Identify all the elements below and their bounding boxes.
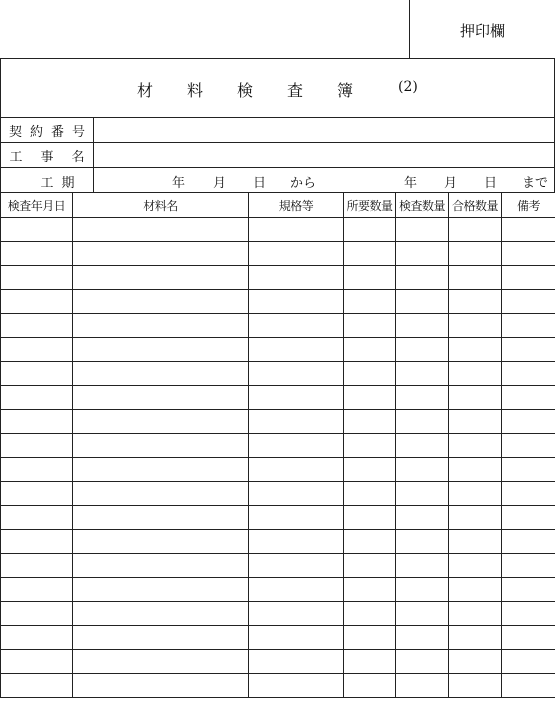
table-cell[interactable] xyxy=(73,434,249,458)
table-cell[interactable] xyxy=(1,482,73,506)
table-cell[interactable] xyxy=(449,386,502,410)
table-cell[interactable] xyxy=(73,626,249,650)
label-char: 工 xyxy=(9,149,23,165)
table-body xyxy=(1,218,555,698)
title-box xyxy=(0,58,555,117)
table-cell[interactable] xyxy=(502,482,555,506)
table-cell[interactable] xyxy=(249,626,344,650)
table-cell[interactable] xyxy=(344,506,396,530)
table-cell[interactable] xyxy=(344,674,396,698)
col-material-name: 材料名 xyxy=(73,193,249,218)
table-cell[interactable] xyxy=(396,410,449,434)
table-cell[interactable] xyxy=(73,530,249,554)
period-to-suffix: まで xyxy=(522,176,549,191)
table-cell[interactable] xyxy=(73,554,249,578)
table-cell[interactable] xyxy=(396,434,449,458)
project-name-label xyxy=(1,143,94,167)
table-cell[interactable] xyxy=(502,290,555,314)
table-cell[interactable] xyxy=(344,602,396,626)
table-cell[interactable] xyxy=(449,266,502,290)
table-cell[interactable] xyxy=(502,410,555,434)
table-row xyxy=(1,314,555,338)
table-cell[interactable] xyxy=(1,458,73,482)
table-cell[interactable] xyxy=(396,314,449,338)
table-cell[interactable] xyxy=(1,434,73,458)
table-cell[interactable] xyxy=(344,338,396,362)
seal-label: 押印欄 xyxy=(459,22,505,40)
table-cell[interactable] xyxy=(396,482,449,506)
table-cell[interactable] xyxy=(1,506,73,530)
table-cell[interactable] xyxy=(449,434,502,458)
table-cell[interactable] xyxy=(1,338,73,362)
table-cell[interactable] xyxy=(1,218,73,242)
table-row xyxy=(1,386,555,410)
col-inspection-date: 検査年月日 xyxy=(1,193,73,218)
table-cell[interactable] xyxy=(73,602,249,626)
table-cell[interactable] xyxy=(502,386,555,410)
table-cell[interactable] xyxy=(396,674,449,698)
col-remarks: 備考 xyxy=(502,193,555,218)
table-cell[interactable] xyxy=(1,290,73,314)
table-row xyxy=(1,578,555,602)
table-cell[interactable] xyxy=(249,362,344,386)
title-char: 検 xyxy=(237,81,254,100)
table-cell[interactable] xyxy=(344,290,396,314)
table-cell[interactable] xyxy=(249,386,344,410)
table-cell[interactable] xyxy=(502,602,555,626)
table-row xyxy=(1,434,555,458)
table-cell[interactable] xyxy=(449,362,502,386)
table-header-row xyxy=(1,193,555,218)
project-name-field[interactable] xyxy=(94,143,554,167)
table-cell[interactable] xyxy=(344,434,396,458)
table-cell[interactable] xyxy=(73,578,249,602)
table-cell[interactable] xyxy=(1,362,73,386)
table-cell[interactable] xyxy=(396,266,449,290)
title-char: 査 xyxy=(287,81,304,100)
table-cell[interactable] xyxy=(249,338,344,362)
table-cell[interactable] xyxy=(249,410,344,434)
table-cell[interactable] xyxy=(1,578,73,602)
contract-number-row xyxy=(0,117,555,142)
table-cell[interactable] xyxy=(396,218,449,242)
contract-number-field[interactable] xyxy=(94,118,554,142)
table-cell[interactable] xyxy=(502,434,555,458)
table-cell[interactable] xyxy=(73,218,249,242)
table-cell[interactable] xyxy=(1,410,73,434)
table-cell[interactable] xyxy=(449,602,502,626)
table-row xyxy=(1,482,555,506)
table-cell[interactable] xyxy=(1,650,73,674)
table-cell[interactable] xyxy=(73,362,249,386)
label-char: 号 xyxy=(72,124,86,140)
table-cell[interactable] xyxy=(502,554,555,578)
table-row xyxy=(1,554,555,578)
period-from-suffix: から xyxy=(290,176,317,191)
table-cell[interactable] xyxy=(249,458,344,482)
table-cell[interactable] xyxy=(73,314,249,338)
table-cell[interactable] xyxy=(449,218,502,242)
table-cell[interactable] xyxy=(249,314,344,338)
table-row xyxy=(1,530,555,554)
title-char: 材 xyxy=(137,81,154,100)
table-cell[interactable] xyxy=(249,218,344,242)
table-row xyxy=(1,506,555,530)
period-label xyxy=(1,168,94,192)
table-cell[interactable] xyxy=(344,218,396,242)
table-cell[interactable] xyxy=(344,458,396,482)
table-cell[interactable] xyxy=(396,242,449,266)
table-cell[interactable] xyxy=(396,530,449,554)
label-char: 契 xyxy=(8,124,22,140)
table-cell[interactable] xyxy=(73,674,249,698)
table-cell[interactable] xyxy=(449,410,502,434)
table-cell[interactable] xyxy=(249,530,344,554)
table-cell[interactable] xyxy=(449,530,502,554)
table-cell[interactable] xyxy=(449,482,502,506)
table-cell[interactable] xyxy=(502,338,555,362)
project-name-row xyxy=(0,142,555,167)
col-required-qty: 所要数量 xyxy=(344,193,396,218)
period-to-day: 日 xyxy=(484,176,498,191)
table-cell[interactable] xyxy=(396,650,449,674)
table-cell[interactable] xyxy=(249,554,344,578)
period-from-year: 年 xyxy=(172,176,186,191)
table-cell[interactable] xyxy=(502,242,555,266)
table-cell[interactable] xyxy=(396,578,449,602)
col-specification: 規格等 xyxy=(249,193,344,218)
table-cell[interactable] xyxy=(344,626,396,650)
table-cell[interactable] xyxy=(73,458,249,482)
table-cell[interactable] xyxy=(396,386,449,410)
table-cell[interactable] xyxy=(73,266,249,290)
table-cell[interactable] xyxy=(449,554,502,578)
table-cell[interactable] xyxy=(502,362,555,386)
table-row xyxy=(1,602,555,626)
table-cell[interactable] xyxy=(344,578,396,602)
table-cell[interactable] xyxy=(1,314,73,338)
table-cell[interactable] xyxy=(73,482,249,506)
table-cell[interactable] xyxy=(449,578,502,602)
table-cell[interactable] xyxy=(502,626,555,650)
table-cell[interactable] xyxy=(73,338,249,362)
table-row xyxy=(1,458,555,482)
table-cell[interactable] xyxy=(73,242,249,266)
table-cell[interactable] xyxy=(502,458,555,482)
table-cell[interactable] xyxy=(396,554,449,578)
page-title xyxy=(137,78,387,101)
table-cell[interactable] xyxy=(449,290,502,314)
table-cell[interactable] xyxy=(449,314,502,338)
table-cell[interactable] xyxy=(396,602,449,626)
table-cell[interactable] xyxy=(1,674,73,698)
table-cell[interactable] xyxy=(249,266,344,290)
title-number: (2) xyxy=(398,79,418,95)
label-char: 事 xyxy=(40,149,54,165)
table-cell[interactable] xyxy=(502,314,555,338)
table-cell[interactable] xyxy=(449,626,502,650)
table-cell[interactable] xyxy=(249,506,344,530)
table-cell[interactable] xyxy=(249,290,344,314)
table-cell[interactable] xyxy=(344,362,396,386)
table-row xyxy=(1,338,555,362)
table-cell[interactable] xyxy=(502,530,555,554)
label-char: 工 xyxy=(40,176,54,191)
table-cell[interactable] xyxy=(502,218,555,242)
table-cell[interactable] xyxy=(1,266,73,290)
table-row xyxy=(1,362,555,386)
table-row xyxy=(1,290,555,314)
period-from-day: 日 xyxy=(253,176,267,191)
table-cell[interactable] xyxy=(502,674,555,698)
table-row xyxy=(1,218,555,242)
table-row xyxy=(1,674,555,698)
table-cell[interactable] xyxy=(396,458,449,482)
table-cell[interactable] xyxy=(249,578,344,602)
table-cell[interactable] xyxy=(396,338,449,362)
table-cell[interactable] xyxy=(249,434,344,458)
table-cell[interactable] xyxy=(1,626,73,650)
table-row xyxy=(1,650,555,674)
table-cell[interactable] xyxy=(344,554,396,578)
col-inspected-qty: 検査数量 xyxy=(396,193,449,218)
table-cell[interactable] xyxy=(449,650,502,674)
table-cell[interactable] xyxy=(344,386,396,410)
table-row xyxy=(1,266,555,290)
table-cell[interactable] xyxy=(249,482,344,506)
contract-number-label xyxy=(1,118,94,142)
table-cell[interactable] xyxy=(73,410,249,434)
period-row xyxy=(0,167,555,192)
period-from-month: 月 xyxy=(213,176,227,191)
seal-box[interactable] xyxy=(409,0,555,59)
table-cell[interactable] xyxy=(449,458,502,482)
table-cell[interactable] xyxy=(344,650,396,674)
table-cell[interactable] xyxy=(249,602,344,626)
table-cell[interactable] xyxy=(249,674,344,698)
table-cell[interactable] xyxy=(396,626,449,650)
col-accepted-qty: 合格数量 xyxy=(449,193,502,218)
period-to-month: 月 xyxy=(444,176,458,191)
table-cell[interactable] xyxy=(73,290,249,314)
table-row xyxy=(1,242,555,266)
table-cell[interactable] xyxy=(396,362,449,386)
table-cell[interactable] xyxy=(73,386,249,410)
table-cell[interactable] xyxy=(502,650,555,674)
table-cell[interactable] xyxy=(396,290,449,314)
table-cell[interactable] xyxy=(249,242,344,266)
table-row xyxy=(1,626,555,650)
table-cell[interactable] xyxy=(73,506,249,530)
table-cell[interactable] xyxy=(344,266,396,290)
table-cell[interactable] xyxy=(73,650,249,674)
table-cell[interactable] xyxy=(1,602,73,626)
label-char: 番 xyxy=(51,124,65,140)
table-cell[interactable] xyxy=(449,242,502,266)
inspection-table xyxy=(0,192,555,698)
table-cell[interactable] xyxy=(1,242,73,266)
table-cell[interactable] xyxy=(344,482,396,506)
table-cell[interactable] xyxy=(1,530,73,554)
table-cell[interactable] xyxy=(396,506,449,530)
table-cell[interactable] xyxy=(1,554,73,578)
label-char: 期 xyxy=(61,176,75,191)
table-cell[interactable] xyxy=(344,242,396,266)
table-cell[interactable] xyxy=(502,266,555,290)
label-char: 名 xyxy=(71,149,85,165)
table-cell[interactable] xyxy=(344,530,396,554)
table-cell[interactable] xyxy=(449,506,502,530)
table-cell[interactable] xyxy=(502,506,555,530)
table-cell[interactable] xyxy=(344,314,396,338)
title-char: 料 xyxy=(187,81,204,100)
table-cell[interactable] xyxy=(449,338,502,362)
label-char: 約 xyxy=(29,124,43,140)
table-cell[interactable] xyxy=(449,674,502,698)
title-char: 簿 xyxy=(337,81,354,100)
table-cell[interactable] xyxy=(344,410,396,434)
table-cell[interactable] xyxy=(249,650,344,674)
table-row xyxy=(1,410,555,434)
table-cell[interactable] xyxy=(502,578,555,602)
table-cell[interactable] xyxy=(1,386,73,410)
period-to-year: 年 xyxy=(404,176,418,191)
